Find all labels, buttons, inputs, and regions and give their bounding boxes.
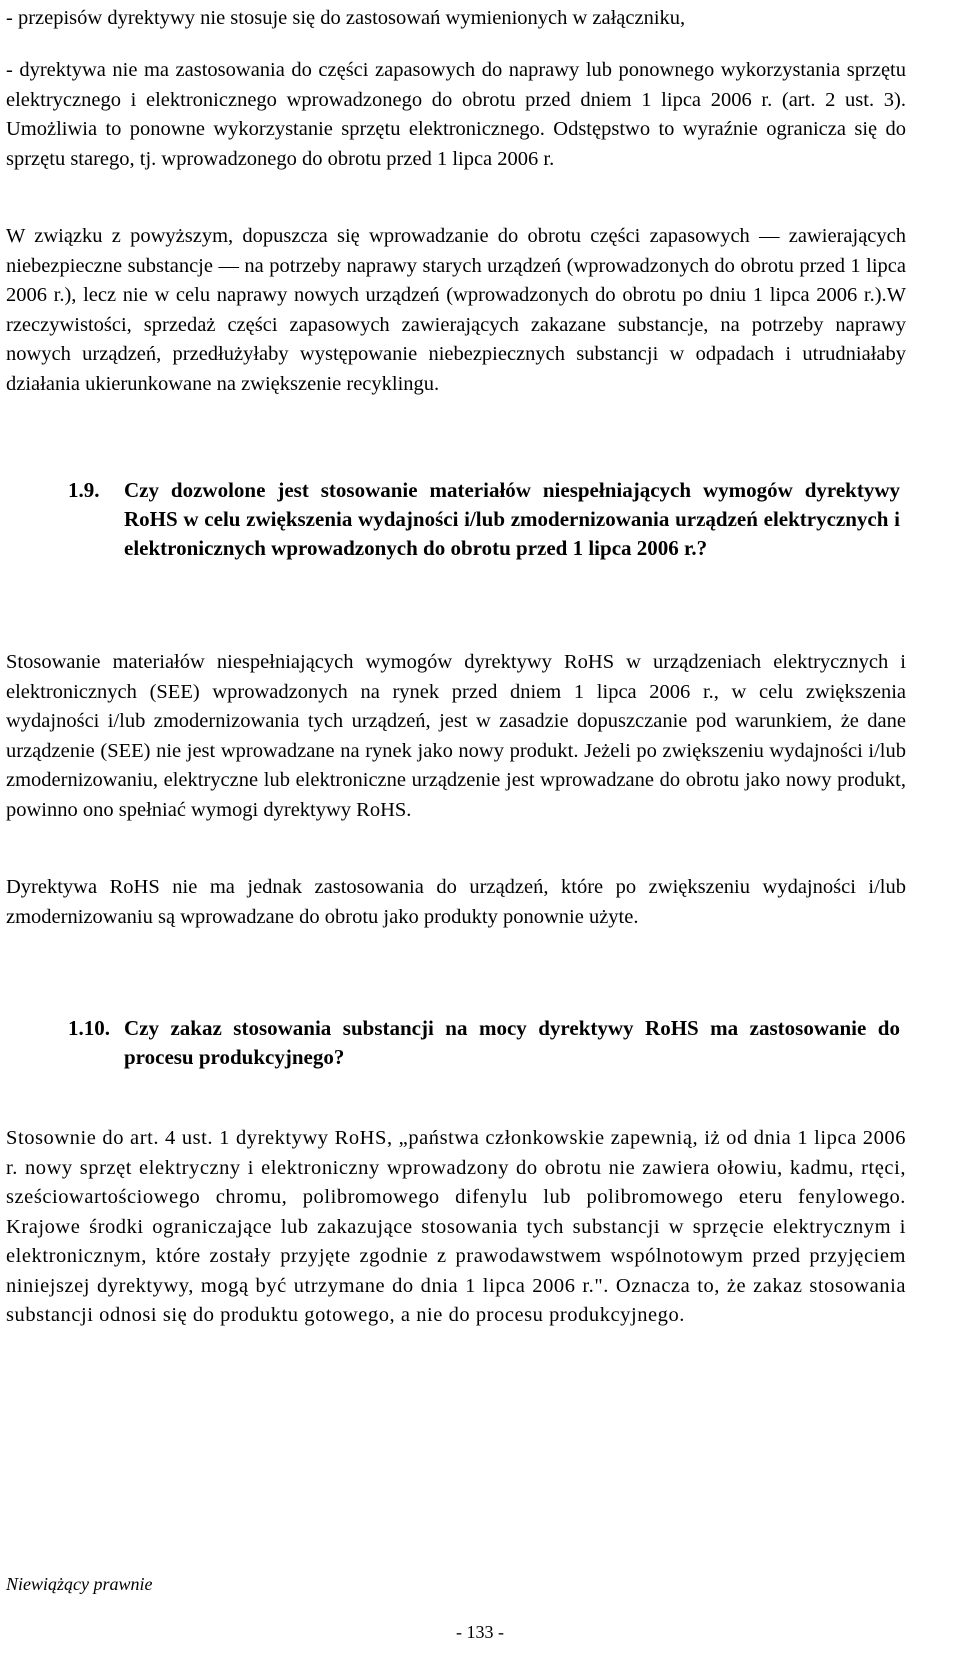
bullet-paragraph-annex: - przepisów dyrektywy nie stosuje się do zastosowań wymienionych w załączniku, bbox=[6, 7, 686, 29]
page-number: - 133 - bbox=[456, 1622, 504, 1642]
section-heading-1-10: Czy zakaz stosowania substancji na mocy dyrektywy RoHS ma zastosowanie do procesu produkcyjnego? bbox=[124, 1016, 900, 1069]
footer-disclaimer: Niewiążący prawnie bbox=[6, 1574, 153, 1594]
answer-1-9-paragraph-2: Dyrektywa RoHS nie ma jednak zastosowania do urządzeń, które po zwiększeniu wydajności i/lub zmodernizowaniu są wprowadzane do obrotu jako produkty ponownie użyte. bbox=[6, 876, 906, 928]
paragraph-spare-parts-consequence: W związku z powyższym, dopuszcza się wprowadzanie do obrotu części zapasowych ― zawierających niebezpieczne substancje ― na potrzeby naprawy starych urządzeń (wprowadzonych do obrotu przed 1 lipca 2006 r.), lecz nie w celu naprawy nowych urządzeń (wprowadzonych do obrotu po dniu 1 lipca 2006 r.).W rzeczywistości, sprzedaż części zapasowych zawierających zakazane substancje, na potrzeby naprawy nowych urządzeń, przedłużyłaby występowanie niebezpiecznych substancji w odpadach i utrudniałaby działania ukierunkowane na zwiększenie recyklingu. bbox=[6, 225, 906, 395]
bullet-paragraph-spare-parts: - dyrektywa nie ma zastosowania do części zapasowych do naprawy lub ponownego wykorzystania sprzętu elektrycznego i elektronicznego wprowadzonego do obrotu przed dniem 1 lipca 2006 r. (art. 2 ust. 3). Umożliwia to ponowne wykorzystanie sprzętu elektronicznego. Odstępstwo to wyraźnie ogranicza się do sprzętu starego, tj. wprowadzonego do obrotu przed 1 lipca 2006 r. bbox=[6, 59, 906, 170]
section-number-1-9: 1.9. bbox=[68, 478, 100, 502]
section-number-1-10: 1.10. bbox=[68, 1016, 110, 1040]
answer-1-9-paragraph-1: Stosowanie materiałów niespełniających wymogów dyrektywy RoHS w urządzeniach elektrycznych i elektronicznych (SEE) wprowadzonych na rynek przed dniem 1 lipca 2006 r., w celu zwiększenia wydajności i/lub zmodernizowania tych urządzeń, jest w zasadzie dopuszczanie pod warunkiem, że dane urządzenie (SEE) nie jest wprowadzane na rynek jako nowy produkt. Jeżeli po zwiększeniu wydajności i/lub zmodernizowaniu, elektryczne lub elektroniczne urządzenie jest wprowadzane do obrotu jako nowy produkt, powinno ono spełniać wymogi dyrektywy RoHS. bbox=[6, 651, 906, 821]
section-heading-1-9: Czy dozwolone jest stosowanie materiałów niespełniających wymogów dyrektywy RoHS w celu zwiększenia wydajności i/lub zmodernizowania urządzeń elektrycznych i elektronicznych wprowadzonych do obrotu przed 1 lipca 2006 r.? bbox=[124, 478, 900, 560]
answer-1-10-paragraph: Stosownie do art. 4 ust. 1 dyrektywy RoHS, „państwa członkowskie zapewnią, iż od dnia 1 lipca 2006 r. nowy sprzęt elektryczny i elektroniczny wprowadzony do obrotu nie zawiera ołowiu, kadmu, rtęci, sześciowartościowego chromu, polibromowego difenylu lub polibromowego eteru fenylowego. Krajowe środki ograniczające lub zakazujące stosowania tych substancji w sprzęcie elektrycznym i elektronicznym, które zostały przyjęte zgodnie z prawodawstwem wspólnotowym przed przyjęciem niniejszej dyrektywy, mogą być utrzymane do dnia 1 lipca 2006 r.". Oznacza to, że zakaz stosowania substancji odnosi się do produktu gotowego, a nie do procesu produkcyjnego. bbox=[6, 1127, 906, 1326]
